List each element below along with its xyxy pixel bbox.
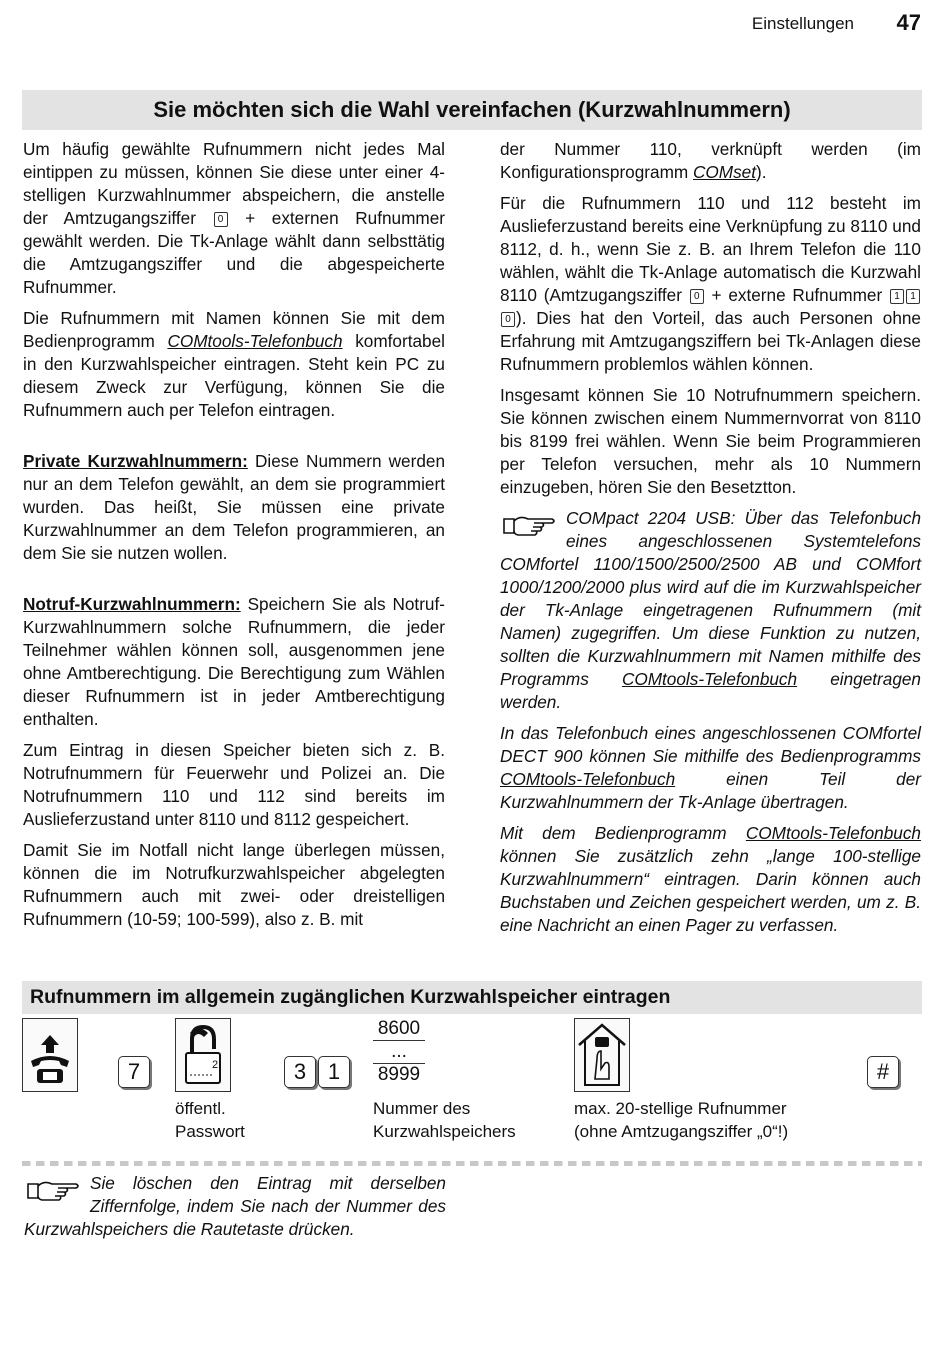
text: (ohne Amtzugangsziffer „0“!) [574,1122,789,1141]
paragraph-emergency: Damit Sie im Notfall nicht lange überlegen müssen, können die im Notrufkurzwahlspeicher abgelegten Rufnummern auch mit zwei- oder dreistelligen Rufnummern (10-59; 100-599), also z. B. mit [23,840,445,929]
number-range [373,1018,425,1090]
note-long-numbers [500,822,921,937]
range-top: 8600 [373,1018,425,1041]
range-bottom: 8999 [373,1063,425,1086]
text: Passwort [175,1122,245,1141]
key-0-icon: 0 [690,289,704,304]
house-phone-icon [574,1018,630,1092]
key-1-icon: 1 [890,289,904,304]
note-dect [500,722,921,814]
paragraph-default [500,192,921,376]
note-compact [500,507,921,714]
text: Für die Rufnummern 110 und 112 besteht im Auslieferzustand bereits eine Verknüpfung zu 8110 und 8112, d. h., wenn Sie z. B. an Ihrem Telefon die 110 wählen, wählt die Tk-Anlage automatisch die Kurzwahl 8110 (Amtzugangsziffer [500,193,921,305]
text: In das Telefonbuch eines angeschlossenen COMfortel DECT 900 können Sie mithilfe des Bedienprogramms [500,723,921,766]
left-column [23,138,445,939]
range-mid: ... [391,1041,407,1062]
page-number: 47 [896,10,921,35]
text: eingetragen werden. [500,669,921,712]
key-1-icon: 1 [906,289,920,304]
paragraph-link [500,138,921,184]
key-hash-button[interactable]: # [867,1056,899,1088]
text: + externen Rufnummer gewählt werden. Die Tk-Anlage wählt dann selbsttätig die Amtzugangsziffer und die abgespeicherte Rufnummer. [23,208,446,297]
paragraph-notruf [23,593,445,731]
password-label [175,1097,245,1143]
text: der Nummer 110, verknüpft werden (im Konfigurationsprogramm [500,139,921,182]
text: Die Rufnummern mit Namen können Sie mit dem Bedienprogramm [23,308,445,351]
paragraph-names [23,307,445,422]
speed-dial-number-label [373,1097,516,1143]
key-1-button[interactable]: 1 [318,1056,350,1088]
procedure-title [22,981,922,1014]
comtools-link[interactable]: COMtools-Telefonbuch [167,331,343,351]
text: öffentl. [175,1099,226,1118]
key-0-icon: 0 [501,312,515,327]
text: + externe Rufnummer [711,285,883,305]
paragraph-entry: Zum Eintrag in diesen Speicher bieten sich z. B. Notrufnummern für Feuerwehr und Polizei an. Die Notrufnummern 110 und 112 sind bereits im Auslieferzustand unter 8110 und 8112 gespeichert. [23,740,445,829]
text: Mit dem Bedienprogramm [500,823,727,843]
text: COMpact 2204 USB: Über das Telefonbuch eines angeschlossenen Systemtelefons COMfortel 1100/1500/2500/2500 AB und COMfort 1000/1200/2000 plus wird auf die im Kurzwahlspeicher der Tk-Anlage eingetragenen Rufnummern (mit Namen) zugegriffen. Um diese Funktion zu nutzen, sollten die Kurzwahlnummern mit Namen mithilfe des Programms [500,508,921,689]
text: können Sie zusätzlich zehn „lange 100-stellige Kurzwahlnummern“ eintragen. Darin können auch Buchstaben und Zeichen gespeichert werden, um z. B. eine Nachricht an einen Pager zu verfassen. [500,846,921,935]
page-title [22,90,922,130]
comset-link[interactable]: COMset [692,162,757,182]
text: Sie löschen den Eintrag mit derselben Ziffernfolge, indem Sie nach der Nummer des Kurzwahlspeichers die Rautetaste drücken. [24,1173,446,1239]
text: max. 20-stellige Rufnummer [574,1099,787,1118]
text: ). Dies hat den Vorteil, das auch Personen ohne Erfahrung mit Amtzugangsziffern bei Tk-Anlagen diese Rufnummern problemlos wählen können. [500,308,921,374]
notruf-label: Notruf-Kurzwahlnummern: [23,594,241,614]
comtools-link[interactable]: COMtools-Telefonbuch [745,823,921,843]
divider [22,1161,922,1166]
text: einen Teil der Kurzwahlnummern der Tk-Anlage übertragen. [500,769,922,812]
note-delete [24,1172,446,1241]
handset-lift-icon [22,1018,78,1092]
text: ). [756,162,767,182]
key-7-button[interactable]: 7 [118,1056,150,1088]
phone-number-label [574,1097,788,1143]
private-label: Private Kurzwahlnummern: [23,451,248,471]
text: Speichern Sie als Notruf-Kurzwahlnummern solche Rufnummern, die jeder Teilnehmer wählen können soll, ausgenommen jene ohne Amtberechtigung. Die Berechtigung zum Wählen dieser Rufnummern ist in jeder Amtberechtigung enthalten. [23,594,445,729]
padlock-icon [175,1018,231,1092]
right-column [500,138,921,945]
text: Kurzwahlspeichers [373,1122,516,1141]
text: Diese Nummern werden nur an dem Telefon gewählt, an dem sie programmiert wurden. Das heißt, Sie müssen eine private Kurzwahlnummer an dem Telefon programmieren, an dem Sie sie nutzen wollen. [23,451,445,563]
key-3-button[interactable]: 3 [284,1056,316,1088]
text: Nummer des [373,1099,471,1118]
paragraph-total: Insgesamt können Sie 10 Notrufnummern speichern. Sie können zwischen einem Nummernvorrat von 8110 bis 8199 frei wählen. Wenn Sie beim Programmieren per Telefon versuchen, mehr als 10 Nummern einzugeben, hören Sie den Besetztton. [500,385,921,497]
page-title-text: Sie möchten sich die Wahl vereinfachen (Kurzwahlnummern) [153,97,791,122]
text: komfortabel in den Kurzwahlspeicher eintragen. Steht kein PC zu diesem Zweck zur Verfügung, können Sie die Rufnummern auch per Telefon eintragen. [23,331,445,420]
section-header: Einstellungen [751,14,854,33]
key-0-icon: 0 [214,212,228,227]
lock-digit: 2 [212,1059,219,1071]
comtools-link[interactable]: COMtools-Telefonbuch [500,769,676,789]
paragraph-intro [23,138,445,299]
procedure-title-text: Rufnummern im allgemein zugänglichen Kurzwahlspeicher eintragen [30,986,671,1008]
text: Um häufig gewählte Rufnummern nicht jedes Mal eintippen zu müssen, können Sie diese unter einer 4-stelligen Kurzwahlnummer abspeichern, die anstelle der Amtzugangsziffer [23,139,445,228]
pointing-hand-icon [24,1176,84,1204]
paragraph-private [23,450,445,565]
comtools-link[interactable]: COMtools-Telefonbuch [621,669,798,689]
pointing-hand-icon [500,511,560,539]
